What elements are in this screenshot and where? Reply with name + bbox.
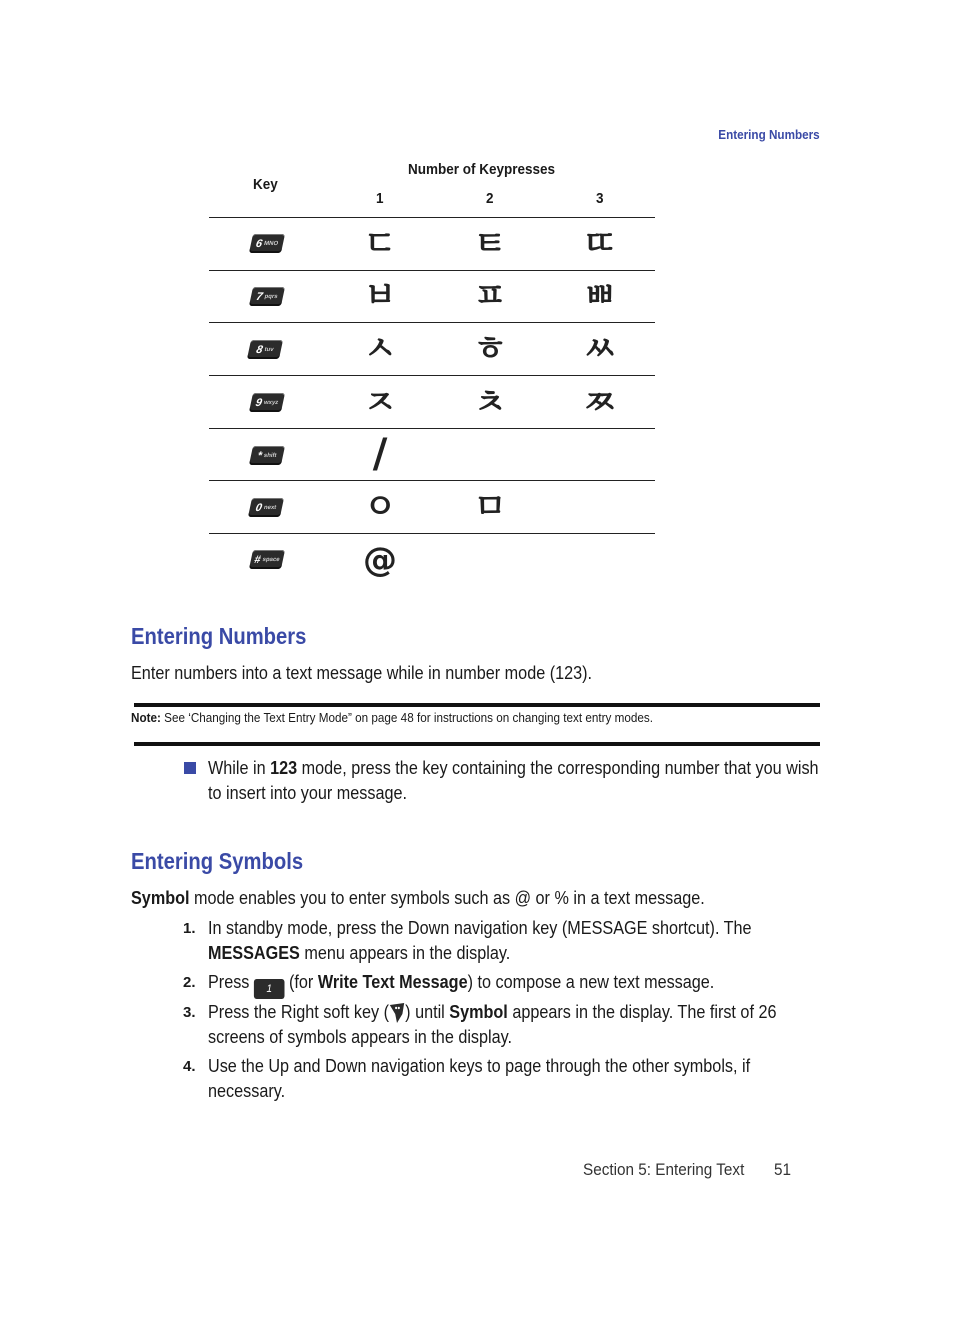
table-header-press-1: 1 [376,190,384,207]
step-2-line: Press 1 (for Write Text Message) to compose a new text message. [208,970,714,999]
key-0-icon: 0 next [248,498,284,517]
table-rule [209,322,655,323]
glyph-cell: ㅍ [473,276,507,316]
entering-symbols-intro: Symbol mode enables you to enter symbols such as @ or % in a text message. [131,888,705,908]
note-bottom-rule [134,742,820,746]
glyph-cell: ㅎ [473,329,507,369]
table-header-press-2: 2 [486,190,494,207]
note-top-rule [134,703,820,707]
note [131,710,653,725]
step-4-line-2: necessary. [208,1081,286,1101]
footer-section: Section 5: Entering Text [583,1160,745,1179]
glyph-cell: ㅅ [363,329,397,369]
table-rule [209,375,655,376]
step-number: 1. [183,920,196,937]
step-3-line-1: Press the Right soft key ( ) until Symbol appears in the display. The first of 26 [208,1002,777,1022]
glyph-cell: ㅂ [363,276,397,316]
key-8-icon: 8 tuv [247,340,283,359]
glyph-cell: ㅈ [363,383,397,423]
glyph-cell: ㅊ [473,383,507,423]
note-label: Note: [131,710,161,725]
section-heading-entering-numbers: Entering Numbers [131,623,307,649]
table-rule [209,480,655,481]
glyph-cell: ㅆ [583,329,617,369]
step-number: 4. [183,1058,196,1075]
footer-page-number: 51 [774,1160,792,1179]
table-header-press-3: 3 [596,190,604,207]
step-1-line-2: MESSAGES menu appears in the display. [208,943,511,963]
section-heading-entering-symbols: Entering Symbols [131,848,304,874]
right-soft-key-icon [389,1002,405,1024]
table-rule [209,217,655,218]
bullet-square-icon [184,762,196,774]
key-hash-icon: # space [249,550,285,569]
step-4-line-1: Use the Up and Down navigation keys to page through the other symbols, if [208,1056,751,1076]
glyph-cell: / [372,431,388,477]
step-3-line-2: screens of symbols appears in the display. [208,1027,513,1047]
bullet-line-1: While in 123 mode, press the key containing the corresponding number that you wish [208,758,819,778]
running-head: Entering Numbers [718,127,820,142]
key-7-icon: 7 pqrs [249,287,285,306]
glyph-cell: ㅌ [473,224,507,264]
table-rule [209,533,655,534]
glyph-cell: ㄸ [583,224,617,264]
key-star-icon: * shift [249,446,285,465]
glyph-cell: @ [363,540,397,580]
note-text: See ‘Changing the Text Entry Mode” on page 48 for instructions on changing text entry modes. [160,710,654,725]
table-header-key: Key [253,176,278,193]
key-1-icon: 1 [254,979,285,999]
table-rule [209,270,655,271]
glyph-cell: ㅃ [583,276,617,316]
glyph-cell: ㅉ [583,383,617,423]
glyph-cell: ㅁ [473,487,507,527]
step-number: 2. [183,974,196,991]
bullet-line-2: to insert into your message. [208,783,407,803]
entering-numbers-intro: Enter numbers into a text message while in number mode (123). [131,663,593,683]
glyph-cell: ㄷ [363,224,397,264]
table-rule [209,428,655,429]
key-9-icon: 9 wxyz [249,393,285,412]
step-1-line-1: In standby mode, press the Down navigation key (MESSAGE shortcut). The [208,918,752,938]
glyph-cell: ㅇ [363,487,397,527]
step-number: 3. [183,1004,196,1021]
key-6-icon: 6 MNO [249,234,285,253]
table-header-keypresses: Number of Keypresses [408,161,556,178]
